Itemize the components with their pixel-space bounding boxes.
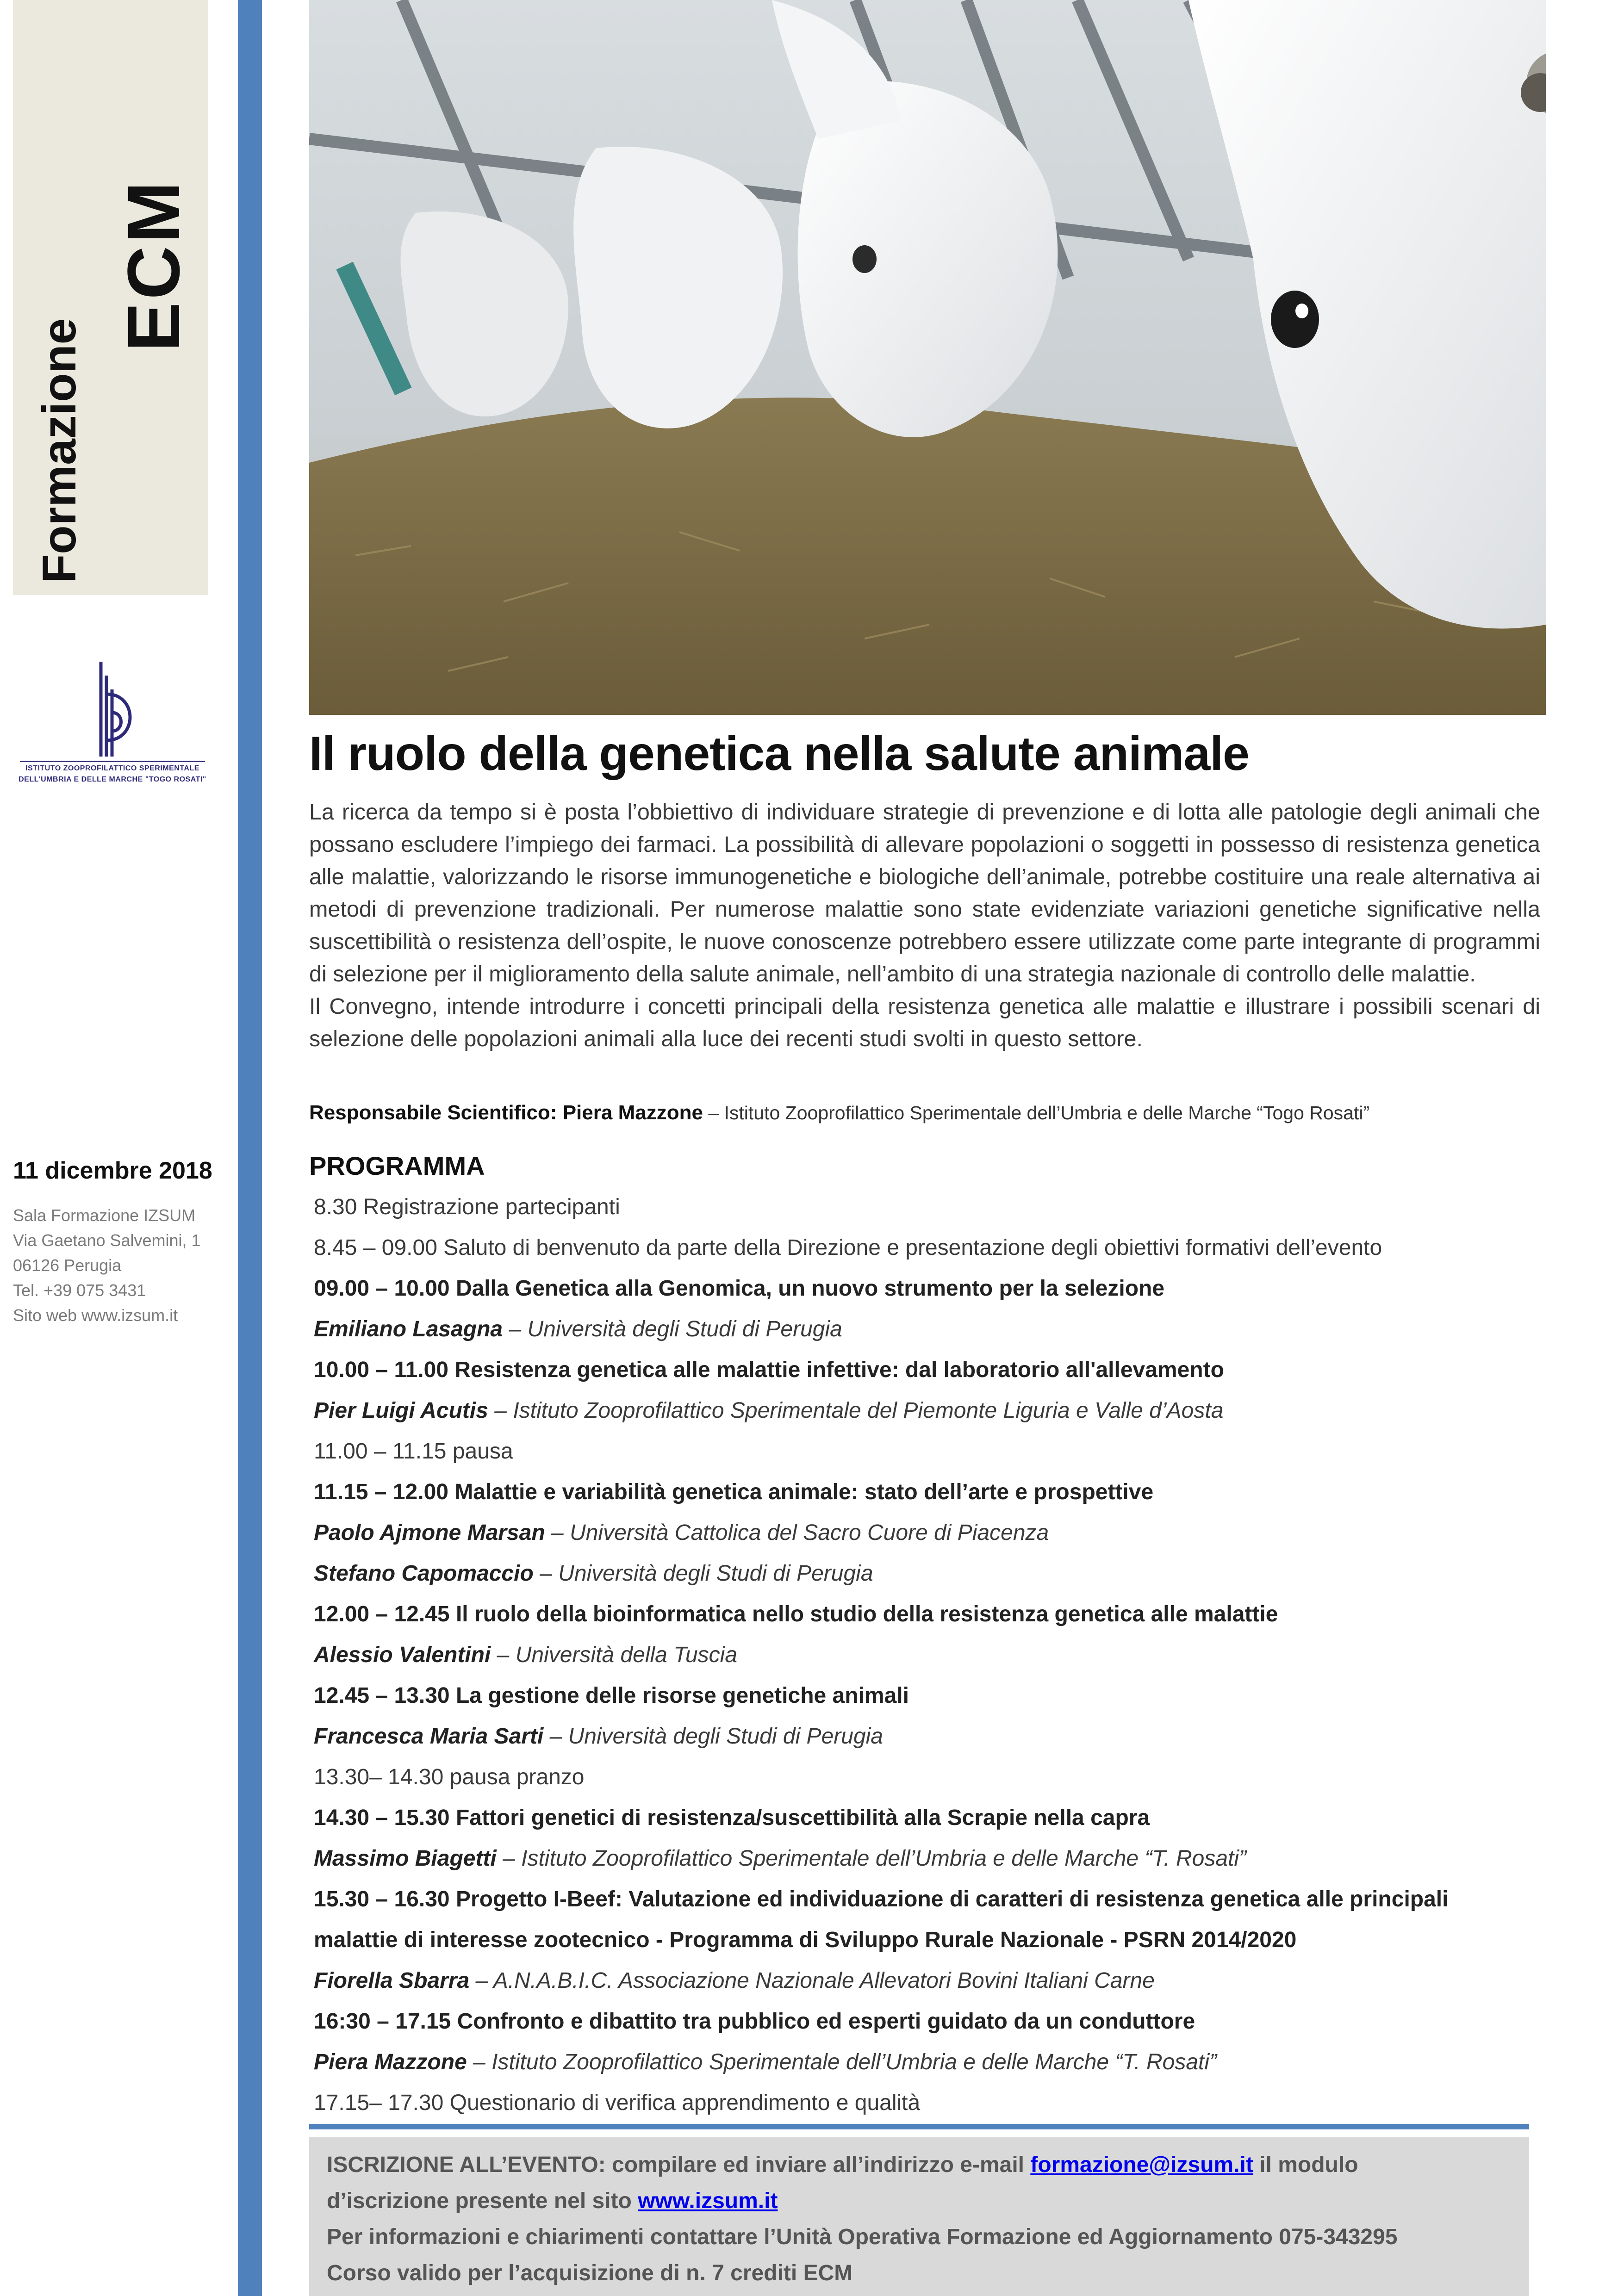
speaker-affiliation: – Istituto Zooprofilattico Sperimentale dell’Umbria e delle Marche “T. Rosati” <box>496 1846 1247 1871</box>
programma-speaker <box>314 1396 1554 1437</box>
izsum-logo <box>18 662 207 796</box>
scientific-lead-label: Responsabile Scientifico <box>309 1101 550 1124</box>
registration-info-box <box>309 2137 1529 2296</box>
sidebar-ecm: ECM <box>112 179 195 352</box>
speaker-name: Alessio Valentini <box>314 1643 491 1667</box>
event-date: 11 dicembre 2018 <box>13 1157 212 1184</box>
programma-session: 10.00 – 11.00 Resistenza genetica alle malattie infettive: dal laboratorio all'allevamento <box>314 1358 1224 1382</box>
intro-text <box>309 796 1540 1055</box>
programma-speaker <box>314 1844 1554 1885</box>
scientific-lead: Responsabile Scientifico: Piera Mazzone – Istituto Zooprofilattico Sperimentale dell’Umbria e delle Marche “Togo Rosati” <box>309 1101 1370 1124</box>
programma-speaker <box>314 2048 1554 2088</box>
info-line: ISCRIZIONE ALL’EVENTO: compilare ed inviare all’indirizzo e-mail formazione@izsum.it il modulo <box>327 2153 1358 2177</box>
programma-session: 12.00 – 12.45 Il ruolo della bioinformatica nello studio della resistenza genetica alle malattie <box>314 1602 1278 1626</box>
programma-speaker <box>314 1518 1554 1559</box>
programma-item: 8.45 – 09.00 Saluto di benvenuto da parte della Direzione e presentazione degli obiettivi formativi dell’evento <box>314 1235 1382 1260</box>
speaker-name: Pier Luigi Acutis <box>314 1398 488 1423</box>
programma-speaker <box>314 1315 1554 1355</box>
speaker-affiliation: – Istituto Zooprofilattico Sperimentale dell’Umbria e delle Marche “T. Rosati” <box>467 2050 1217 2074</box>
programma-session: malattie di interesse zootecnico - Programma di Sviluppo Rurale Nazionale - PSRN 2014/2020 <box>314 1928 1297 1952</box>
info-line: d’iscrizione presente nel sito www.izsum.it <box>327 2189 778 2213</box>
speaker-affiliation: – Università degli Studi di Perugia <box>503 1317 842 1341</box>
programma-speaker <box>314 1559 1554 1600</box>
venue-line: Sito web www.izsum.it <box>13 1306 178 1325</box>
sidebar-formazione: Formazione <box>33 318 86 583</box>
speaker-name: Fiorella Sbarra <box>314 1968 470 1993</box>
programma-list <box>314 1192 1554 2129</box>
speaker-affiliation: – Università degli Studi di Perugia <box>533 1561 873 1586</box>
programma-speaker <box>314 1966 1554 2007</box>
programma-item: 11.00 – 11.15 pausa <box>314 1439 513 1464</box>
cows-photo-illustration <box>309 0 1546 715</box>
speaker-name: Massimo Biagetti <box>314 1846 497 1871</box>
speaker-affiliation: – Università degli Studi di Perugia <box>543 1724 883 1749</box>
logo-mark-icon <box>87 662 143 759</box>
programma-session: 11.15 – 12.00 Malattie e variabilità genetica animale: stato dell’arte e prospettive <box>314 1480 1154 1504</box>
logo-rule <box>20 761 205 762</box>
programma-session: 15.30 – 16.30 Progetto I-Beef: Valutazione ed individuazione di caratteri di resistenza genetica alle principali <box>314 1887 1449 1911</box>
speaker-name: Paolo Ajmone Marsan <box>314 1520 545 1545</box>
scientific-lead-institute: – Istituto Zooprofilattico Sperimentale dell’Umbria e delle Marche “Togo Rosati” <box>703 1102 1370 1123</box>
accent-bar <box>238 0 262 2296</box>
programma-item: 13.30– 14.30 pausa pranzo <box>314 1765 585 1789</box>
speaker-name: Francesca Maria Sarti <box>314 1724 544 1749</box>
venue-line: 06126 Perugia <box>13 1256 122 1275</box>
speaker-name: Emiliano Lasagna <box>314 1317 503 1341</box>
venue-info <box>13 1203 201 1328</box>
programma-speaker <box>314 1722 1554 1762</box>
hero-photo <box>309 0 1546 715</box>
programma-session: 16:30 – 17.15 Confronto e dibattito tra pubblico ed esperti guidato da un conduttore <box>314 2009 1195 2034</box>
email-link[interactable]: formazione@izsum.it <box>1030 2153 1253 2177</box>
programma-item: 17.15– 17.30 Questionario di verifica apprendimento e qualità <box>314 2091 921 2115</box>
programma-speaker <box>314 1640 1554 1681</box>
programma-item: 8.30 Registrazione partecipanti <box>314 1195 620 1219</box>
programma-session: 09.00 – 10.00 Dalla Genetica alla Genomica, un nuovo strumento per la selezione <box>314 1276 1165 1301</box>
intro-paragraph: La ricerca da tempo si è posta l’obbiettivo di individuare strategie di prevenzione e di lotta alle patologie degli animali che possano escludere l’impiego dei farmaci. La possibilità di allevare popolazioni o soggetti in possesso di resistenza genetica alle malattie, valorizzando le risorse immunogenetiche e biologiche dell’animale, potrebbe costituire una reale alternativa ai metodi di prevenzione tradizionali. Per numerose malattie sono state evidenziate variazioni genetiche significative nella suscettibilità o resistenza dell’ospite, le nuove conoscenze potrebbero essere utilizzate come parte integrante di programmi di selezione per il miglioramento della salute animale, nell’ambito di una strategia nazionale di controllo delle malattie. <box>309 800 1540 987</box>
info-line: Per informazioni e chiarimenti contattare l’Unità Operativa Formazione ed Aggiornamento 075-343295 <box>327 2225 1398 2249</box>
website-link[interactable]: www.izsum.it <box>638 2189 778 2213</box>
speaker-affiliation: – A.N.A.B.I.C. Associazione Nazionale Allevatori Bovini Italiani Carne <box>469 1968 1155 1993</box>
speaker-name: Piera Mazzone <box>314 2050 467 2074</box>
programma-session: 14.30 – 15.30 Fattori genetici di resistenza/suscettibilità alla Scrapie nella capra <box>314 1806 1150 1830</box>
programma-session: 12.45 – 13.30 La gestione delle risorse genetiche animali <box>314 1683 909 1708</box>
info-line: Corso valido per l’acquisizione di n. 7 crediti ECM <box>327 2261 853 2285</box>
logo-text-line2: DELL'UMBRIA E DELLE MARCHE "TOGO ROSATI" <box>19 776 206 783</box>
programma-heading: PROGRAMMA <box>309 1151 485 1180</box>
page-title: Il ruolo della genetica nella salute animale <box>309 727 1249 781</box>
speaker-affiliation: – Università Cattolica del Sacro Cuore di Piacenza <box>545 1520 1049 1545</box>
speaker-name: Stefano Capomaccio <box>314 1561 534 1586</box>
venue-line: Tel. +39 075 3431 <box>13 1281 146 1300</box>
info-divider <box>309 2124 1529 2129</box>
venue-line: Via Gaetano Salvemini, 1 <box>13 1231 201 1250</box>
speaker-affiliation: – Istituto Zooprofilattico Sperimentale del Piemonte Liguria e Valle d’Aosta <box>488 1398 1224 1423</box>
scientific-lead-name: Piera Mazzone <box>562 1101 703 1124</box>
venue-line: Sala Formazione IZSUM <box>13 1206 196 1225</box>
logo-text-line1: ISTITUTO ZOOPROFILATTICO SPERIMENTALE <box>25 764 199 772</box>
speaker-affiliation: – Università della Tuscia <box>491 1643 738 1667</box>
intro-paragraph: Il Convegno, intende introdurre i concetti principali della resistenza genetica alle malattie e illustrare i possibili scenari di selezione delle popolazioni animali alla luce dei recenti studi svolti in questo settore. <box>309 994 1540 1051</box>
